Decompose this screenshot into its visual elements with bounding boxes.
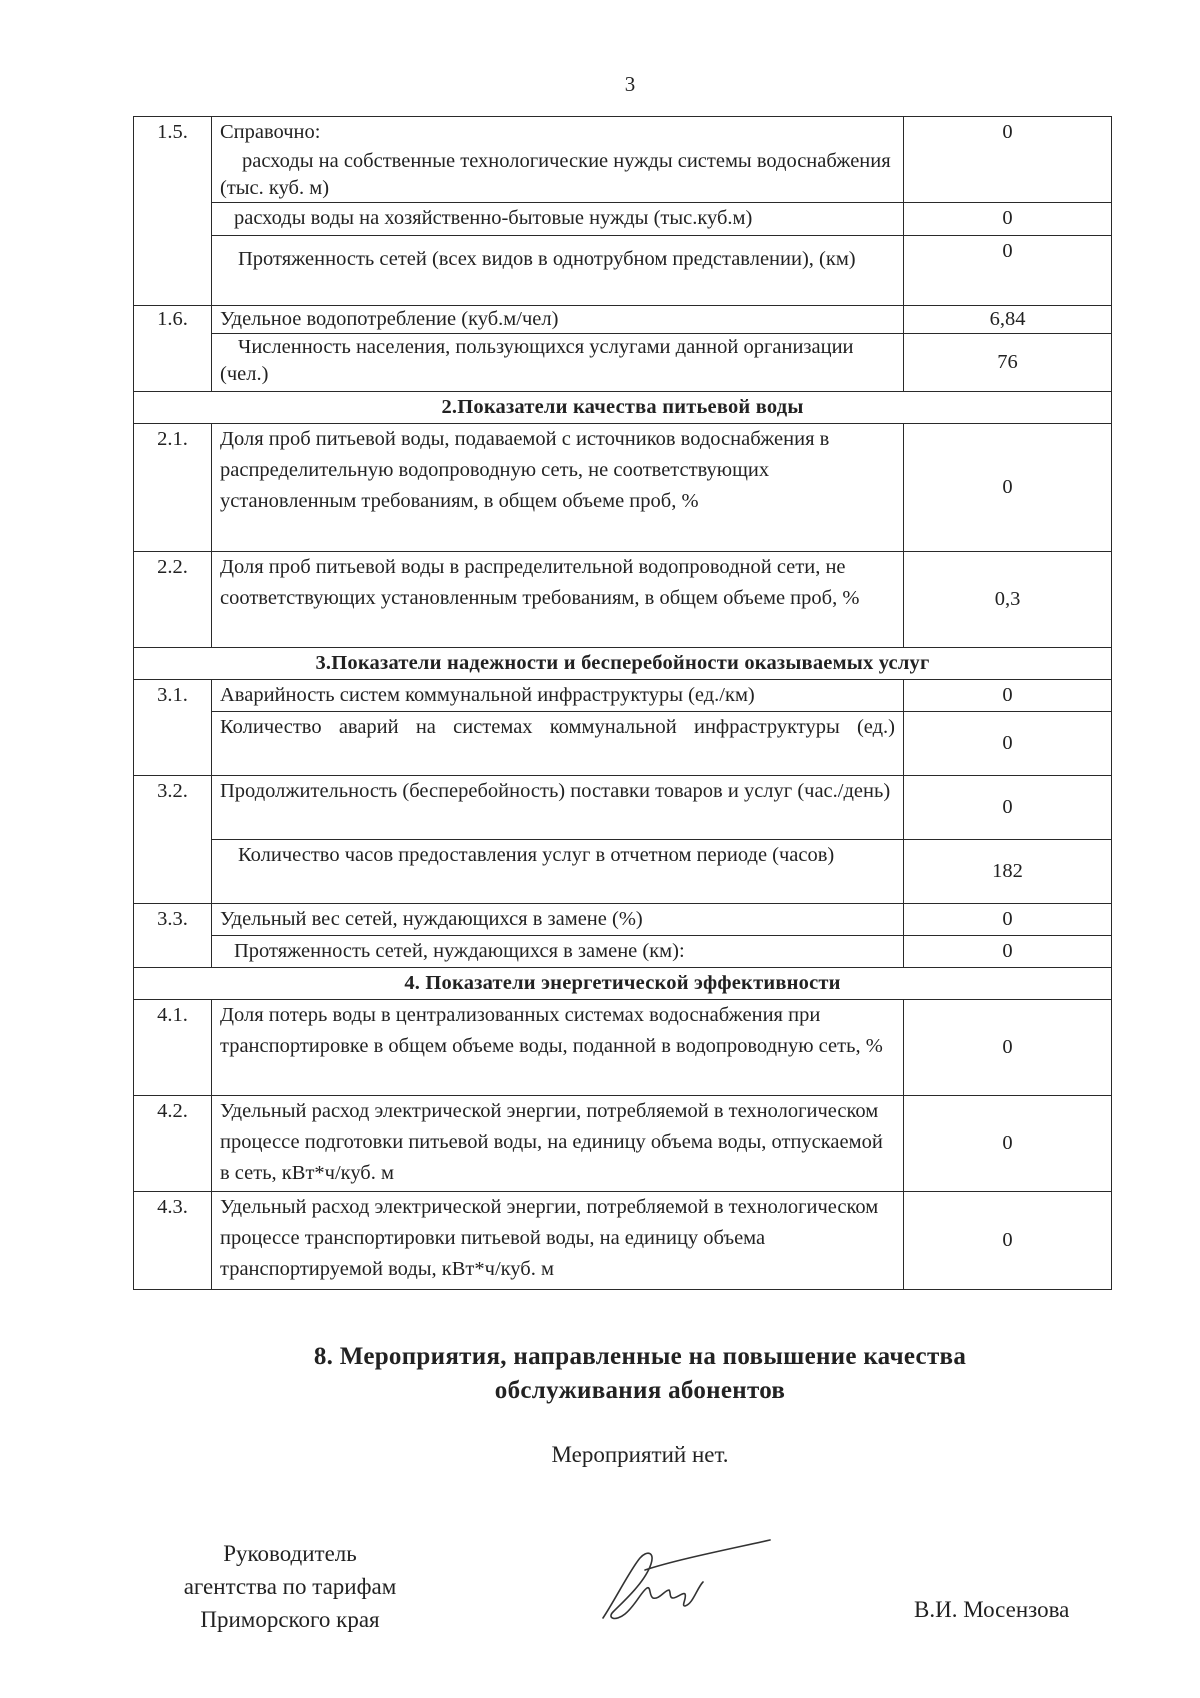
row-value: 0 (904, 712, 1112, 776)
row-number: 2.2. (134, 552, 212, 648)
row-description: Доля проб питьевой воды в распределительной водопроводной сети, не соответствующих установленным требованиям, в общем объеме проб, % (212, 552, 904, 648)
table-row (134, 840, 1112, 904)
row-number: 1.5. (134, 117, 212, 306)
row-number: 4.3. (134, 1192, 212, 1290)
row-number: 1.6. (134, 306, 212, 392)
table-row (134, 552, 1112, 648)
row-description: Аварийность систем коммунальной инфраструктуры (ед./км) (212, 680, 904, 712)
row-value: 6,84 (904, 306, 1112, 334)
table-row (134, 306, 1112, 334)
signatory-title-line: агентства по тарифам (183, 1574, 397, 1599)
row-value: 0 (904, 1000, 1112, 1096)
table-row (134, 936, 1112, 968)
measures-heading-line: 8. Мероприятия, направленные на повышение качества (313, 1343, 967, 1370)
page-number: 3 (624, 72, 636, 96)
table-row (134, 1096, 1112, 1192)
table-row (134, 334, 1112, 392)
signatory-title-line: Руководитель (223, 1541, 357, 1566)
table-row (134, 776, 1112, 840)
section-row (134, 968, 1112, 1000)
table-row (134, 1192, 1112, 1290)
row-description: Количество аварий на системах коммунальной инфраструктуры (ед.) (212, 712, 904, 776)
row-description (212, 117, 904, 203)
table-row (134, 203, 1112, 236)
row-number: 3.3. (134, 904, 212, 968)
table-row (134, 904, 1112, 936)
measures-heading (160, 1340, 1120, 1408)
row-description: Удельный вес сетей, нуждающихся в замене (%) (212, 904, 904, 936)
section-heading: 3.Показатели надежности и бесперебойности оказываемых услуг (134, 648, 1112, 680)
row-number: 4.1. (134, 1000, 212, 1096)
row-value: 0 (904, 904, 1112, 936)
row-value: 0 (904, 1096, 1112, 1192)
row-description: расходы воды на хозяйственно-бытовые нужды (тыс.куб.м) (212, 203, 904, 236)
signatory-title-line: Приморского края (200, 1607, 380, 1632)
signatory-title (140, 1537, 440, 1636)
section-row (134, 648, 1112, 680)
row-description (212, 334, 904, 392)
section-row (134, 392, 1112, 424)
row-description: Удельный расход электрической энергии, потребляемой в технологическом процессе подготовки питьевой воды, на единицу объема воды, отпускаемой в сеть, кВт*ч/куб. м (212, 1096, 904, 1192)
row-value: 0 (904, 1192, 1112, 1290)
reference-label: Справочно: (220, 121, 321, 143)
table-row (134, 424, 1112, 552)
measures-text: Мероприятий нет. (551, 1442, 729, 1467)
table-row (134, 236, 1112, 306)
row-text-span: Количество часов предоставления услуг в отчетном периоде (часов) (238, 844, 835, 866)
row-description: Удельное водопотребление (куб.м/чел) (212, 306, 904, 334)
row-description: Удельный расход электрической энергии, потребляемой в технологическом процессе транспортировки питьевой воды, на единицу объема транспортируемой воды, кВт*ч/куб. м (212, 1192, 904, 1290)
row-text-span: Протяженность сетей (всех видов в однотрубном представлении), (км) (238, 248, 856, 270)
table-row (134, 680, 1112, 712)
table-row (134, 117, 1112, 203)
row-number: 3.2. (134, 776, 212, 904)
row-text-span: расходы на собственные технологические нужды системы водоснабжения (тыс. куб. м) (220, 150, 891, 199)
indicators-table (133, 116, 1112, 1290)
row-number: 3.1. (134, 680, 212, 776)
table-row (134, 712, 1112, 776)
handwritten-signature (585, 1530, 775, 1630)
row-value: 0 (904, 203, 1112, 236)
row-text-span: Численность населения, пользующихся услугами данной организации (чел.) (220, 336, 854, 385)
row-description (212, 840, 904, 904)
measures-heading-line: обслуживания абонентов (494, 1377, 786, 1404)
row-description (212, 236, 904, 306)
row-description: Доля проб питьевой воды, подаваемой с источников водоснабжения в распределительную водопроводную сеть, не соответствующих установленным требованиям, в общем объеме проб, % (212, 424, 904, 552)
row-value: 0 (904, 424, 1112, 552)
row-value: 0 (904, 236, 1112, 306)
row-number: 2.1. (134, 424, 212, 552)
row-value: 0 (904, 936, 1112, 968)
row-description: Продолжительность (бесперебойность) поставки товаров и услуг (час./день) (212, 776, 904, 840)
section-heading: 4. Показатели энергетической эффективности (134, 968, 1112, 1000)
row-value: 0,3 (904, 552, 1112, 648)
row-value: 0 (904, 680, 1112, 712)
row-value: 0 (904, 776, 1112, 840)
row-description: Протяженность сетей, нуждающихся в замене (км): (212, 936, 904, 968)
row-value: 76 (904, 334, 1112, 392)
section-heading: 2.Показатели качества питьевой воды (134, 392, 1112, 424)
row-value: 182 (904, 840, 1112, 904)
row-text (220, 148, 895, 202)
table-row (134, 1000, 1112, 1096)
row-number: 4.2. (134, 1096, 212, 1192)
signatory-name: В.И. Мосензова (914, 1597, 1070, 1622)
row-value: 0 (904, 117, 1112, 203)
row-description: Доля потерь воды в централизованных системах водоснабжения при транспортировке в общем объеме воды, поданной в водопроводную сеть, % (212, 1000, 904, 1096)
